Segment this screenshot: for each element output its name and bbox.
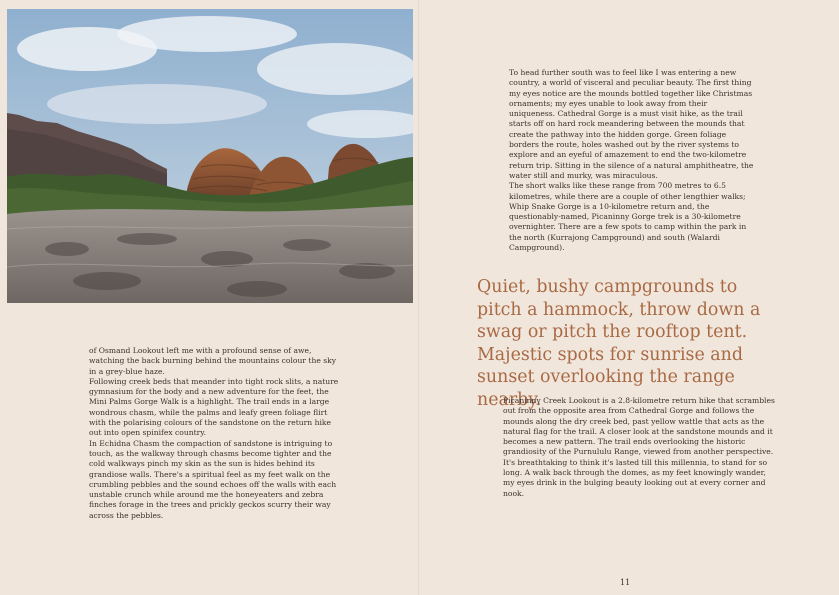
body-paragraph: Following creek beds that meander into tight rock slits, a nature gymnasium for the body and a new adventure for the feet, the Mini Palms Gorge Walk is a highlight. The trail ends in a large wondrous chasm, while the palms and leafy green foliage flirt with the polarising colours of the sandstone on the return hike out into open spinifex country. bbox=[89, 376, 339, 438]
body-paragraph: To head further south was to feel like I was entering a new country, a world of visceral and peculiar beauty. The first thing my eyes notice are the mounds bottled together like Christmas ornaments; my eyes unable to look away from their uniqueness. Cathedral Gorge is a must visit hike, as the trail starts off on hard rock meandering between the mounds that create the pathway into the hidden gorge. Green foliage borders the route, holes washed out by the river systems to explore and an eyeful of amazement to end the two-kilometre return trip. Sitting in the silence of a natural amphitheatre, the water still and murky, was miraculous. bbox=[509, 68, 754, 180]
right-column-bottom-body bbox=[503, 396, 775, 499]
right-column-top-body bbox=[509, 68, 754, 253]
body-paragraph: In Echidna Chasm the compaction of sandstone is intriguing to touch, as the walkway through chasms become tighter and the cold walkways pinch my skin as the sun is hides behind its grandiose walls. There's a spiritual feel as my feet walk on the crumbling pebbles and the sound echoes off the walls with each unstable crunch while around me the honeyeaters and zebra finches forage in the trees and prickly geckos scurry their way across the pebbles. bbox=[89, 438, 337, 520]
canyon-landscape-photo bbox=[7, 9, 413, 303]
page-number: 11 bbox=[620, 578, 631, 587]
cloud bbox=[117, 16, 297, 52]
body-paragraph: The short walks like these range from 700 metres to 6.5 kilometres, while there are a couple of other lengthier walks; Whip Snake Gorge is a 10-kilometre return and, the questionably-named, Picaninny Gorge trek is a 30-kilometre overnighter. There are a few spots to camp within the park in the north (Kurrajong Campground) and south (Walardi Campground). bbox=[509, 181, 747, 253]
spread-gutter bbox=[418, 0, 419, 595]
body-paragraph: Picaninny Creek Lookout is a 2.8-kilometre return hike that scrambles out from the opposite area from Cathedral Gorge and follows the mounds along the dry creek bed, past yellow wattle that acts as the natural flag for the trail. A closer look at the sandstone mounds and it becomes a new pattern. The trail ends overlooking the historic grandiosity of the Purnululu Range, viewed from another perspective. It's breathtaking to think it's lasted till this millennia, to stand for so long. A walk back through the domes, as my feet knowingly wander, my eyes drink in the bulging beauty looking out at every corner and nook. bbox=[503, 396, 775, 498]
left-column-body bbox=[89, 346, 341, 521]
body-paragraph: of Osmand Lookout left me with a profound sense of awe, watching the back burning behind the mountains colour the sky in a grey-blue haze. bbox=[89, 346, 337, 376]
cloud bbox=[47, 84, 267, 124]
cloud bbox=[257, 43, 413, 95]
landscape-illustration bbox=[7, 9, 413, 303]
pull-quote: Quiet, bushy campgrounds to pitch a hammock, throw down a swag or pitch the rooftop tent. Majestic spots for sunrise and sunset overlooking the range nearby. bbox=[477, 277, 761, 410]
